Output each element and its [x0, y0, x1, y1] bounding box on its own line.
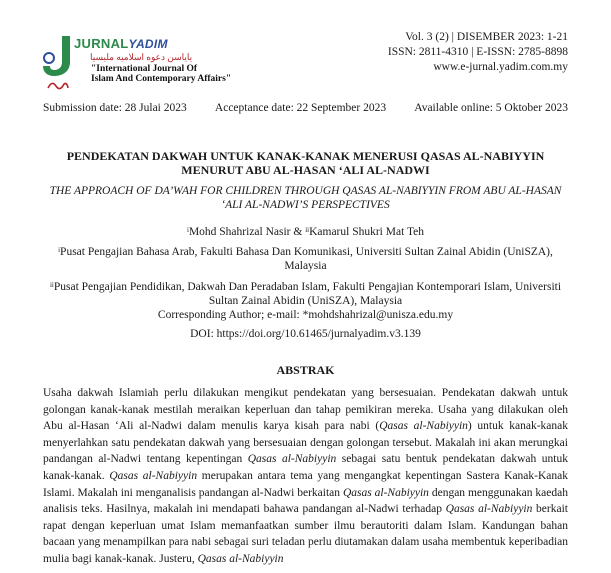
issn-info: ISSN: 2811-4310 | E-ISSN: 2785-8898: [387, 46, 568, 58]
logo-brand: JURNALYADIM: [74, 36, 168, 51]
available-date: Available online: 5 Oktober 2023: [414, 102, 568, 114]
affiliation-1: $^i$Pusat Pengajian Bahasa Arab, Fakulti Bahasa Dan Komunikasi, Universiti Sultan Zainal Abidin (UniSZA), Malaysia: [58, 246, 553, 272]
affiliation-2: $^{ii}$Pusat Pengajian Pendidikan, Dakwah Dan Peradaban Islam, Fakulti Pengajian Kontemporari Islam, Universiti Sultan Zainal Abidin (UniSZA), Malaysia: [49, 281, 562, 307]
abstract-heading: ABSTRAK: [276, 363, 335, 377]
abstract-body: Usaha dakwah Islamiah perlu dilakukan mengikut pendekatan yang bersesuaian. Pendekatan dakwah untuk golongan kanak-kanak mestilah meraikan keperluan dan tahap pemikiran mereka. Usaha yang dilakukan oleh Abu al-Hasan ‘Ali al-Nadwi dalam menulis karya kisah para nabi (Qasas al-Nabiyyin) untuk kanak-kanak menyerlahkan satu pendekatan dakwah yang bersesuaian dengan golongan tersebut. Makalah ini akan merungkai pandangan al-Nadwi tentang kepentingan Qasas al-Nabiyyin sebagai satu bentuk pendekatan dakwah untuk kanak-kanak. Qasas al-Nabiyyin merupakan antara tema yang mengangkat kepentingan Sastera Kanak-Kanak Islami. Makalah ini menganalisis pandangan al-Nadwi berkaitan Qasas al-Nabiyyin dengan menggunakan kaedah analisis teks. Hasilnya, makalah ini mendapati bahawa pandangan al-Nadwi terhadap Qasas al-Nabiyyin berkait rapat dengan keperluan umat Islam memanfaatkan sumber ilmu berautoriti dalam Islam. Kandungan bahan bacaan yang menampilkan para nabi sebagai suri teladan perlu diutamakan dalam usaha membentuk keperibadian mulia bagi kanak-kanak. Justeru, Qasas al-Nabiyyin: [43, 387, 568, 565]
author-list: $^i$Mohd Shahrizal Nasir & $^{ii}$Kamarul Shukri Mat Teh: [186, 226, 425, 238]
volume-info: Vol. 3 (2) | DISEMBER 2023: 1-21: [405, 31, 568, 43]
acceptance-date: Acceptance date: 22 September 2023: [214, 102, 387, 114]
title-malay: PENDEKATAN DAKWAH UNTUK KANAK-KANAK MENERUSI QASAS AL-NABIYYIN MENURUT ABU AL-HASAN ‘ALI AL-NADWI: [66, 149, 545, 177]
date-line: [43, 102, 568, 114]
website-link[interactable]: www.e-jurnal.yadim.com.my: [433, 61, 568, 73]
logo-calligraphy-icon: [46, 78, 70, 92]
submission-date: Submission date: 28 Julai 2023: [43, 102, 187, 114]
logo-arabic-text: ياياسن دعوه اسلاميه مليسيا: [90, 52, 193, 62]
logo-j-icon: [40, 34, 74, 78]
doi-link[interactable]: DOI: https://doi.org/10.61465/jurnalyadim.v3.139: [190, 328, 421, 340]
title-english: THE APPROACH OF DA’WAH FOR CHILDREN THROUGH QASAS AL-NABIYYIN FROM ABU AL-HASAN ‘ALI AL-NADWI’S PERSPECTIVES: [49, 185, 562, 211]
journal-logo: [40, 34, 270, 94]
corresponding-author[interactable]: Corresponding Author; e-mail: *mohdshahrizal@unisza.edu.my: [157, 309, 454, 321]
logo-subtitle: "International Journal Of Islam And Contemporary Affairs": [91, 64, 232, 84]
journal-meta: [388, 30, 568, 75]
